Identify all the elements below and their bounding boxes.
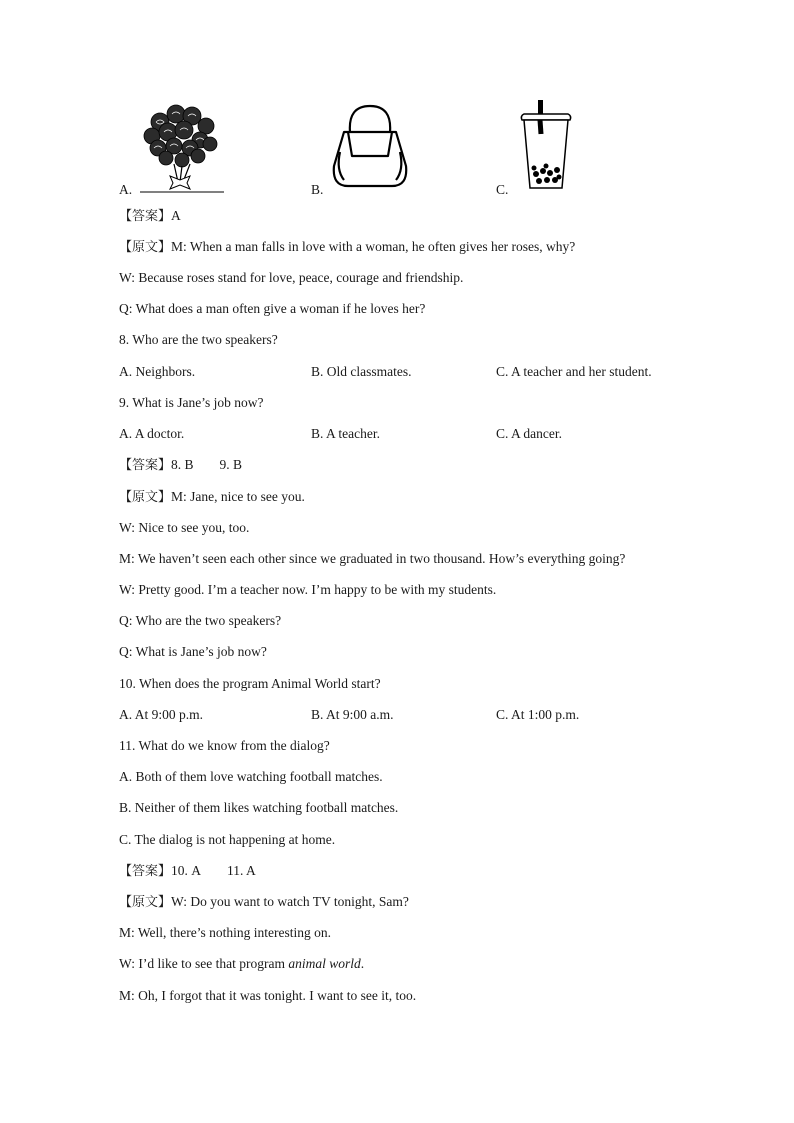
bubble-tea-icon — [516, 98, 576, 193]
q11-option-c: C. The dialog is not happening at home. — [119, 832, 336, 847]
q7-option-a-label: A. — [119, 182, 133, 197]
q8-option-c: C. A teacher and her student. — [496, 364, 652, 379]
q8-9-script-line-1: 【原文】M: Jane, nice to see you. — [119, 489, 305, 505]
q10-11-script-line-4: M: Oh, I forgot that it was tonight. I want to see it, too. — [119, 988, 417, 1003]
q10-11-script-line-1: 【原文】W: Do you want to watch TV tonight, Sam? — [119, 894, 409, 910]
handbag-icon — [330, 100, 410, 192]
q10-option-b: B. At 9:00 a.m. — [311, 707, 394, 722]
q7-script-line-2: W: Because roses stand for love, peace, courage and friendship. — [119, 270, 464, 285]
q8-option-b: B. Old classmates. — [311, 364, 412, 379]
q8-9-script-line-6: Q: What is Jane’s job now? — [119, 644, 267, 659]
q7-script-line-1: 【原文】M: When a man falls in love with a woman, he often gives her roses, why? — [119, 239, 576, 255]
q7-answer: 【答案】A — [119, 208, 181, 224]
q10-option-c: C. At 1:00 p.m. — [496, 707, 580, 722]
roses-bouquet-icon — [138, 100, 226, 195]
q10-question: 10. When does the program Animal World start? — [119, 676, 381, 691]
q8-9-script-line-5: Q: Who are the two speakers? — [119, 613, 282, 628]
q11-option-a: A. Both of them love watching football matches. — [119, 769, 383, 784]
q10-11-script-line-3: W: I’d like to see that program animal world. — [119, 956, 365, 971]
q9-option-b: B. A teacher. — [311, 426, 380, 441]
q11-question: 11. What do we know from the dialog? — [119, 738, 330, 753]
q7-script-line-3: Q: What does a man often give a woman if he loves her? — [119, 301, 426, 316]
q8-9-script-line-4: W: Pretty good. I’m a teacher now. I’m happy to be with my students. — [119, 582, 497, 597]
q10-option-a: A. At 9:00 p.m. — [119, 707, 204, 722]
q9-question: 9. What is Jane’s job now? — [119, 395, 264, 410]
q7-option-c-label: C. — [496, 182, 509, 197]
q8-9-script-line-3: M: We haven’t seen each other since we graduated in two thousand. How’s everything going? — [119, 551, 626, 566]
q7-option-b-label: B. — [311, 182, 324, 197]
q8-question: 8. Who are the two speakers? — [119, 332, 278, 347]
q10-11-script-line-2: M: Well, there’s nothing interesting on. — [119, 925, 332, 940]
q11-option-b: B. Neither of them likes watching football matches. — [119, 800, 399, 815]
q9-option-c: C. A dancer. — [496, 426, 562, 441]
q8-9-answer: 【答案】8. B 9. B — [119, 457, 243, 473]
q10-11-answer: 【答案】10. A 11. A — [119, 863, 256, 879]
q9-option-a: A. A doctor. — [119, 426, 185, 441]
q8-option-a: A. Neighbors. — [119, 364, 196, 379]
q8-9-script-line-2: W: Nice to see you, too. — [119, 520, 250, 535]
